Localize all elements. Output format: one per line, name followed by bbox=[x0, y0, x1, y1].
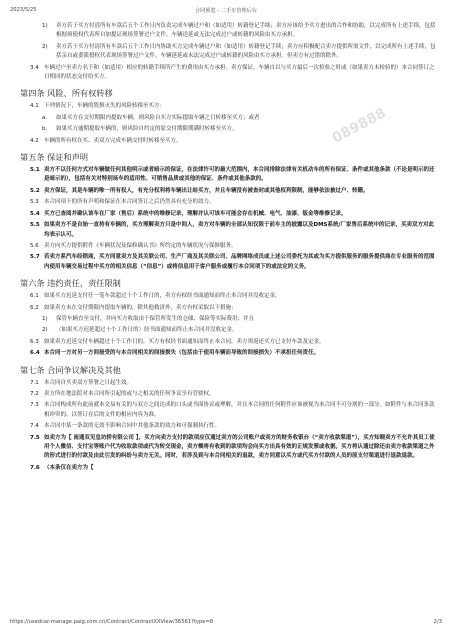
clause-number: 7.6 bbox=[30, 464, 40, 471]
clause-number: 5.5 bbox=[30, 222, 40, 229]
clause bbox=[20, 401, 436, 420]
clause-text: 本合同一方对另一方间接受的与本合同相关的间接损失（包括由于使用车辆而导致的间接损失）不承担任何责任。 bbox=[44, 350, 320, 357]
clause-text: 若卖方系汽车经销商，买方同意卖方及其关联公司、生产厂商及其关联公司、品牌网络成员或上述公司委托为其或为买方提供服务的服务提供商在专业服务的范围内使用车辆交易过程中买方的相关信息（“信息”）或将信息用于客户服务或履行本合同项下的或法定的义务。 bbox=[44, 254, 435, 270]
clause-text: （本条仅在卖方为【 bbox=[44, 464, 94, 471]
clause-number: 7.2 bbox=[30, 390, 39, 397]
clause-text: 卖方保证，其是车辆的唯一所有权人，有充分权利将车辆出让给买方，并且车辆没有被查封或其他权利限制，能够依法被过户、转籍。 bbox=[44, 187, 369, 194]
clause-number: b. bbox=[42, 126, 48, 133]
clause-text: 本合同自买卖双方签署之日起生效。 bbox=[44, 379, 133, 386]
clause bbox=[20, 338, 436, 347]
clause-number: 5.6 bbox=[30, 242, 39, 249]
print-title: 合同预览 - 二手车管理后台 bbox=[194, 8, 258, 14]
clause bbox=[20, 125, 436, 134]
clause bbox=[20, 379, 436, 388]
clause bbox=[20, 210, 436, 219]
clause-text: 卖方不以任何方式对车辆做任何其他明示或者暗示的保证，在法律许可的最大范围内，本合同排除法律有关机动车的所有保证、条件或其他条款（不论是明示的还是暗示的），包括有关对特别场车的适用性、可销售品质或其他的保证、条件或其他条款的。 bbox=[44, 167, 435, 183]
clause bbox=[20, 166, 436, 185]
section-heading: 第七条 合同争议解决及其他 bbox=[20, 364, 121, 375]
clause-text: 卖方向买方提供附件《车辆状况及保修确认书》所约定的车辆状况与保修服务。 bbox=[44, 242, 237, 249]
clause-number: 5.2 bbox=[30, 187, 40, 194]
clause-text: 车辆过户至卖方名下和（如适用）相应的转籍手续所产生的费用由买方承担。卖方保证，车辆自以与买方最后一次检验之时或（如果卖方未检验的）本合同签订之日相同的状态交付给买方。 bbox=[44, 64, 435, 81]
clause-text: 如果买方在交付期限内提取车辆，则风险自买方实际提取车辆之日转移至买方；或者 bbox=[56, 114, 260, 121]
clause bbox=[20, 304, 436, 313]
contract-body bbox=[20, 22, 436, 475]
section-heading: 第五条 保证和声明 bbox=[20, 152, 89, 163]
clause-number: 3.4 bbox=[30, 64, 39, 71]
clause-text: 卖方若于买方付清所有车款后五个工作日内协助买方完成车辆过户和（如适用）转籍登记手续；卖方应积极配合卖方提供所需文件，以完成所有上述手续，包括亲自或委派授权代表现场签署过户文件。车辆延延或未法完成过户或转籍的风险由买方承担。但卖方有过错的除外。 bbox=[56, 43, 436, 60]
clause-text: 如卖方为【 南通双见皇坊轿有限公司 】，买方向卖方支付的款项应仅通过卖方的公司账户或卖方的财务收银台（“卖方收款渠道”），买方知晓卖方不允许其员工使用个人微信、支付宝等账户代为收取款项或代为转交现金，卖方概将有收到的款项均会向买方出具有效的正规发票或收据。买方将认通过除还由卖方收款渠道之外的形式进行的付款及由此引发的纠纷与卖方无关。同时，若涉及到与本合同相关的退款，卖方同意以买方或代买方付款的人员的原支付渠道进行退款退款。 bbox=[44, 434, 435, 460]
clause-number: 7.5 bbox=[30, 434, 40, 441]
print-url: https://usedcar-manage.paig.com.cn/Contract/ContractXXView/36561?type=8 bbox=[10, 619, 214, 625]
clause bbox=[20, 102, 436, 111]
clause-number: 5.7 bbox=[30, 254, 40, 261]
clause bbox=[20, 315, 436, 324]
clause-number: 6.2 bbox=[30, 304, 39, 311]
clause bbox=[20, 198, 436, 207]
clause-number: 5.1 bbox=[30, 167, 40, 174]
clause-number: 5.4 bbox=[30, 210, 40, 217]
clause-text: 卖方若于买方付清所有车款后五个工作日内负责完成车辆过户和（如适用）转籍登记手续；卖方应该给予买方进出的合作和协助，以完成所有上述手续，包括根据须使权代表所自加提证现场签署过户文件。车辆送延或无法完成过户或转籍的风险由买方承担。 bbox=[56, 23, 436, 39]
section-heading: 第六条 违约责任，责任限制 bbox=[20, 278, 121, 289]
clause-text: （如果买方迟延超过十个工作日的）经书面通知而终止本合同并没收定金。 bbox=[56, 327, 238, 334]
clause bbox=[20, 326, 436, 335]
clause bbox=[20, 114, 436, 123]
clause-number: 2) bbox=[42, 43, 48, 50]
clause-text: 本合同项下的所有声明和保证在本合同签订之后仍然具有充分的效力。 bbox=[44, 199, 215, 206]
clause-number: 7.4 bbox=[30, 423, 39, 430]
clause-number: 2) bbox=[42, 327, 48, 334]
clause-number: 1) bbox=[42, 23, 48, 29]
print-header bbox=[10, 7, 442, 17]
clause-number: 6.3 bbox=[30, 338, 39, 345]
clause bbox=[20, 221, 436, 240]
clause bbox=[20, 253, 436, 272]
clause bbox=[20, 464, 436, 473]
clause bbox=[20, 137, 436, 146]
clause-number: 7.1 bbox=[30, 379, 39, 386]
clause-number: 6.4 bbox=[30, 350, 40, 357]
clause bbox=[20, 434, 436, 462]
clause bbox=[20, 64, 436, 83]
clause-text: 如果买方逾期提取车辆的，则风险自约定的原交付期限期满时转移至买方。 bbox=[56, 126, 238, 133]
clause-text: 如果卖方迟延交付车辆超过十个工作日的，买方有权经书面通知而终止本合同，卖方须返还买方已支付车款及定金。 bbox=[44, 338, 325, 345]
page-number: 2/3 bbox=[433, 619, 442, 625]
clause bbox=[20, 292, 436, 301]
clause-number: a. bbox=[42, 114, 48, 121]
clause-text: 卖方所在地法院对本合同所引起的或与之相关的任何争议享有管辖权。 bbox=[44, 390, 215, 397]
print-date: 2023/5/25 bbox=[10, 7, 37, 13]
clause-text: 保管车辆直至交付，并向买方收取由于保管所发生的仓储、保险等实际费用；并且 bbox=[56, 315, 255, 322]
clause-text: 车辆的所有权在买、卖双方完成车辆交付时转移至买方。 bbox=[44, 137, 182, 144]
clause-number: 4.2 bbox=[30, 137, 39, 144]
clause-text: 买方已查阅并确认该车在厂家（售后）系统中的维修记录，理解并认可该车可能会存在机械、电气、油漆、钣金等维修记录。 bbox=[44, 210, 347, 217]
clause-text: 如果买方迟延支付任一笔车款超过十个工作日的，卖方有权经书面通知而终止本合同并没收定金。 bbox=[44, 293, 281, 300]
clause bbox=[20, 187, 436, 196]
watermark: 089888 bbox=[329, 105, 389, 147]
clause-text: 本合同构成所有此前就本交易有关的与双方之间达成的口头或书面协议或理解，并且本合同的任何附件应该被视为本合同不可分割的一部分。如附件与本合同条款相冲突的，以签订在后的文件的相应内容为准。 bbox=[44, 402, 435, 418]
clause bbox=[20, 349, 436, 358]
clause bbox=[20, 390, 436, 399]
clause-text: 下列情况下，车辆的毁损灭失的风险转移至买方： bbox=[44, 103, 166, 110]
clause-text: 如果卖方未在交付期限内提取车辆的，除其他救济外，卖方有权采取以下措施： bbox=[44, 304, 237, 311]
clause bbox=[20, 22, 436, 41]
clause-text: 如果卖方不是自始一直持有车辆的，买方理解卖方只是中间人，卖方对车辆的全部认知仅限于前车主的披露以及DMS系统/厂家售后系统中的记录，买卖双方对此均表示认可。 bbox=[44, 222, 435, 238]
clause-text: 本合同中某一条款的无效不影响合同中其他条款的效力和可强制执行性。 bbox=[44, 423, 221, 430]
section-heading: 第四条 风险、所有权转移 bbox=[20, 88, 113, 99]
clause-number: 1) bbox=[42, 315, 48, 322]
clause-number: 5.3 bbox=[30, 199, 39, 206]
clause-number: 4.1 bbox=[30, 103, 39, 110]
clause-number: 7.3 bbox=[30, 402, 39, 409]
print-footer bbox=[10, 619, 442, 629]
clause-number: 6.1 bbox=[30, 293, 39, 300]
clause bbox=[20, 242, 436, 251]
clause bbox=[20, 43, 436, 62]
clause bbox=[20, 422, 436, 431]
